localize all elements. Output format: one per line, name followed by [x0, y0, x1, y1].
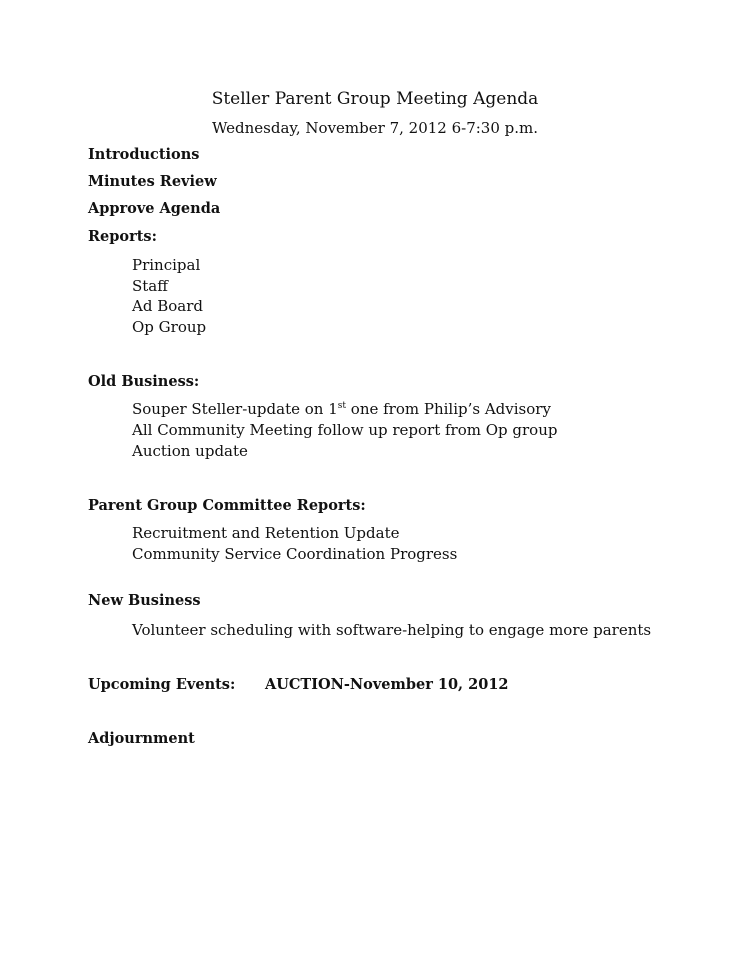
committee-item-recruitment: Recruitment and Retention Update [132, 524, 400, 542]
report-item-op-group: Op Group [132, 318, 207, 336]
heading-upcoming-events: Upcoming Events: [88, 676, 236, 693]
report-item-ad-board: Ad Board [132, 297, 203, 315]
heading-approve-agenda: Approve Agenda [88, 200, 221, 217]
old-business-item-community-meeting: All Community Meeting follow up report from Op group [132, 421, 558, 439]
old-business-item-auction: Auction update [132, 442, 248, 460]
ordinal-suffix: st [337, 401, 347, 411]
heading-reports: Reports: [88, 228, 157, 245]
document-title [0, 89, 750, 109]
heading-introductions: Introductions [88, 146, 200, 163]
report-item-principal: Principal [132, 256, 201, 274]
heading-adjournment: Adjournment [88, 730, 195, 747]
old-business-item-souper-steller [132, 400, 551, 418]
report-item-staff: Staff [132, 277, 168, 295]
heading-new-business: New Business [88, 592, 201, 609]
committee-item-community-service: Community Service Coordination Progress [132, 545, 458, 563]
heading-committee-reports: Parent Group Committee Reports: [88, 497, 366, 514]
old-business-item-text-rest: one from Philip’s Advisory [346, 400, 551, 418]
old-business-item-text: Souper Steller-update on 1 [132, 400, 338, 418]
heading-minutes-review: Minutes Review [88, 173, 217, 190]
document-title-text: Steller Parent Group Meeting Agenda [211, 89, 539, 109]
new-business-item-volunteer-scheduling: Volunteer scheduling with software-helping to engage more parents [132, 621, 652, 639]
upcoming-event-auction: AUCTION-November 10, 2012 [265, 676, 509, 693]
heading-old-business: Old Business: [88, 373, 200, 390]
meeting-date: Wednesday, November 7, 2012 6-7:30 p.m. [211, 119, 539, 137]
